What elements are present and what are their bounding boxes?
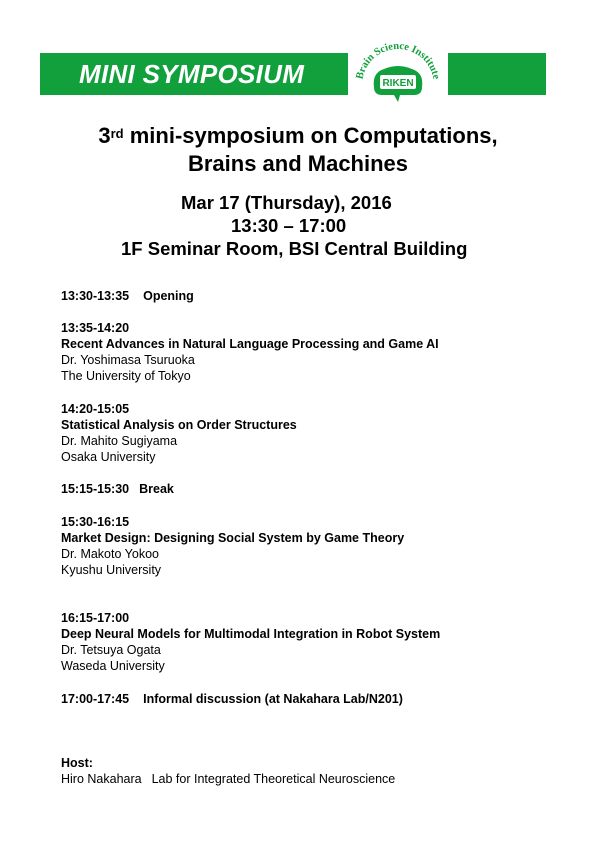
program-item-talk-3 bbox=[61, 514, 404, 578]
program-item-talk-1 bbox=[61, 320, 439, 384]
talk-speaker: Dr. Makoto Yokoo bbox=[61, 547, 159, 561]
program-time: 15:30-16:15 bbox=[61, 515, 130, 529]
event-title-line2: Brains and Machines bbox=[187, 151, 409, 176]
program-item-talk-4 bbox=[61, 610, 440, 674]
event-date: Mar 17 (Thursday), 2016 bbox=[181, 192, 392, 213]
program-time: 15:15-15:30 bbox=[61, 482, 130, 496]
host-name: Hiro Nakahara bbox=[61, 772, 142, 786]
host-lab: Lab for Integrated Theoretical Neuroscience bbox=[151, 772, 396, 786]
program-time: 16:15-17:00 bbox=[61, 611, 130, 625]
talk-speaker: Dr. Tetsuya Ogata bbox=[61, 643, 161, 657]
talk-speaker: Dr. Yoshimasa Tsuruoka bbox=[61, 353, 195, 367]
program-item-discussion bbox=[61, 691, 403, 707]
program-time: 13:30-13:35 bbox=[61, 289, 130, 303]
event-ordinal: 3 bbox=[98, 123, 111, 148]
event-title-rest: mini-symposium on Computations, bbox=[123, 123, 498, 148]
program-label: Break bbox=[139, 482, 174, 496]
program-time: 14:20-15:05 bbox=[61, 402, 130, 416]
banner-title: MINI SYMPOSIUM bbox=[79, 59, 305, 89]
talk-affiliation: Waseda University bbox=[61, 659, 165, 673]
talk-title: Recent Advances in Natural Language Processing and Game AI bbox=[61, 337, 439, 351]
talk-affiliation: Kyushu University bbox=[61, 563, 162, 577]
talk-affiliation: Osaka University bbox=[61, 450, 156, 464]
program-item-opening bbox=[61, 288, 194, 304]
talk-speaker: Dr. Mahito Sugiyama bbox=[61, 434, 178, 448]
event-ordinal-suffix: rd bbox=[110, 126, 124, 141]
program-time: 17:00-17:45 bbox=[61, 692, 130, 706]
program-item-talk-2 bbox=[61, 401, 297, 465]
host-line bbox=[61, 771, 395, 787]
host-section bbox=[61, 755, 395, 787]
logo-wordmark: RIKEN bbox=[382, 78, 414, 89]
program-label: Opening bbox=[143, 289, 194, 303]
riken-bsi-logo-icon bbox=[348, 35, 448, 107]
talk-affiliation: The University of Tokyo bbox=[61, 369, 191, 383]
event-title-line1 bbox=[0, 122, 596, 150]
logo-arc-text: Brain Science Institute bbox=[354, 40, 442, 81]
talk-title: Deep Neural Models for Multimodal Integration in Robot System bbox=[61, 627, 441, 641]
talk-title: Statistical Analysis on Order Structures bbox=[61, 418, 297, 432]
program-time: 13:35-14:20 bbox=[61, 321, 130, 335]
program-label: Informal discussion (at Nakahara Lab/N201) bbox=[143, 692, 403, 706]
event-time: 13:30 – 17:00 bbox=[231, 215, 347, 236]
program-item-break bbox=[61, 481, 174, 497]
host-heading: Host: bbox=[61, 756, 93, 770]
event-venue: 1F Seminar Room, BSI Central Building bbox=[121, 238, 468, 259]
talk-title: Market Design: Designing Social System by Game Theory bbox=[61, 531, 405, 545]
